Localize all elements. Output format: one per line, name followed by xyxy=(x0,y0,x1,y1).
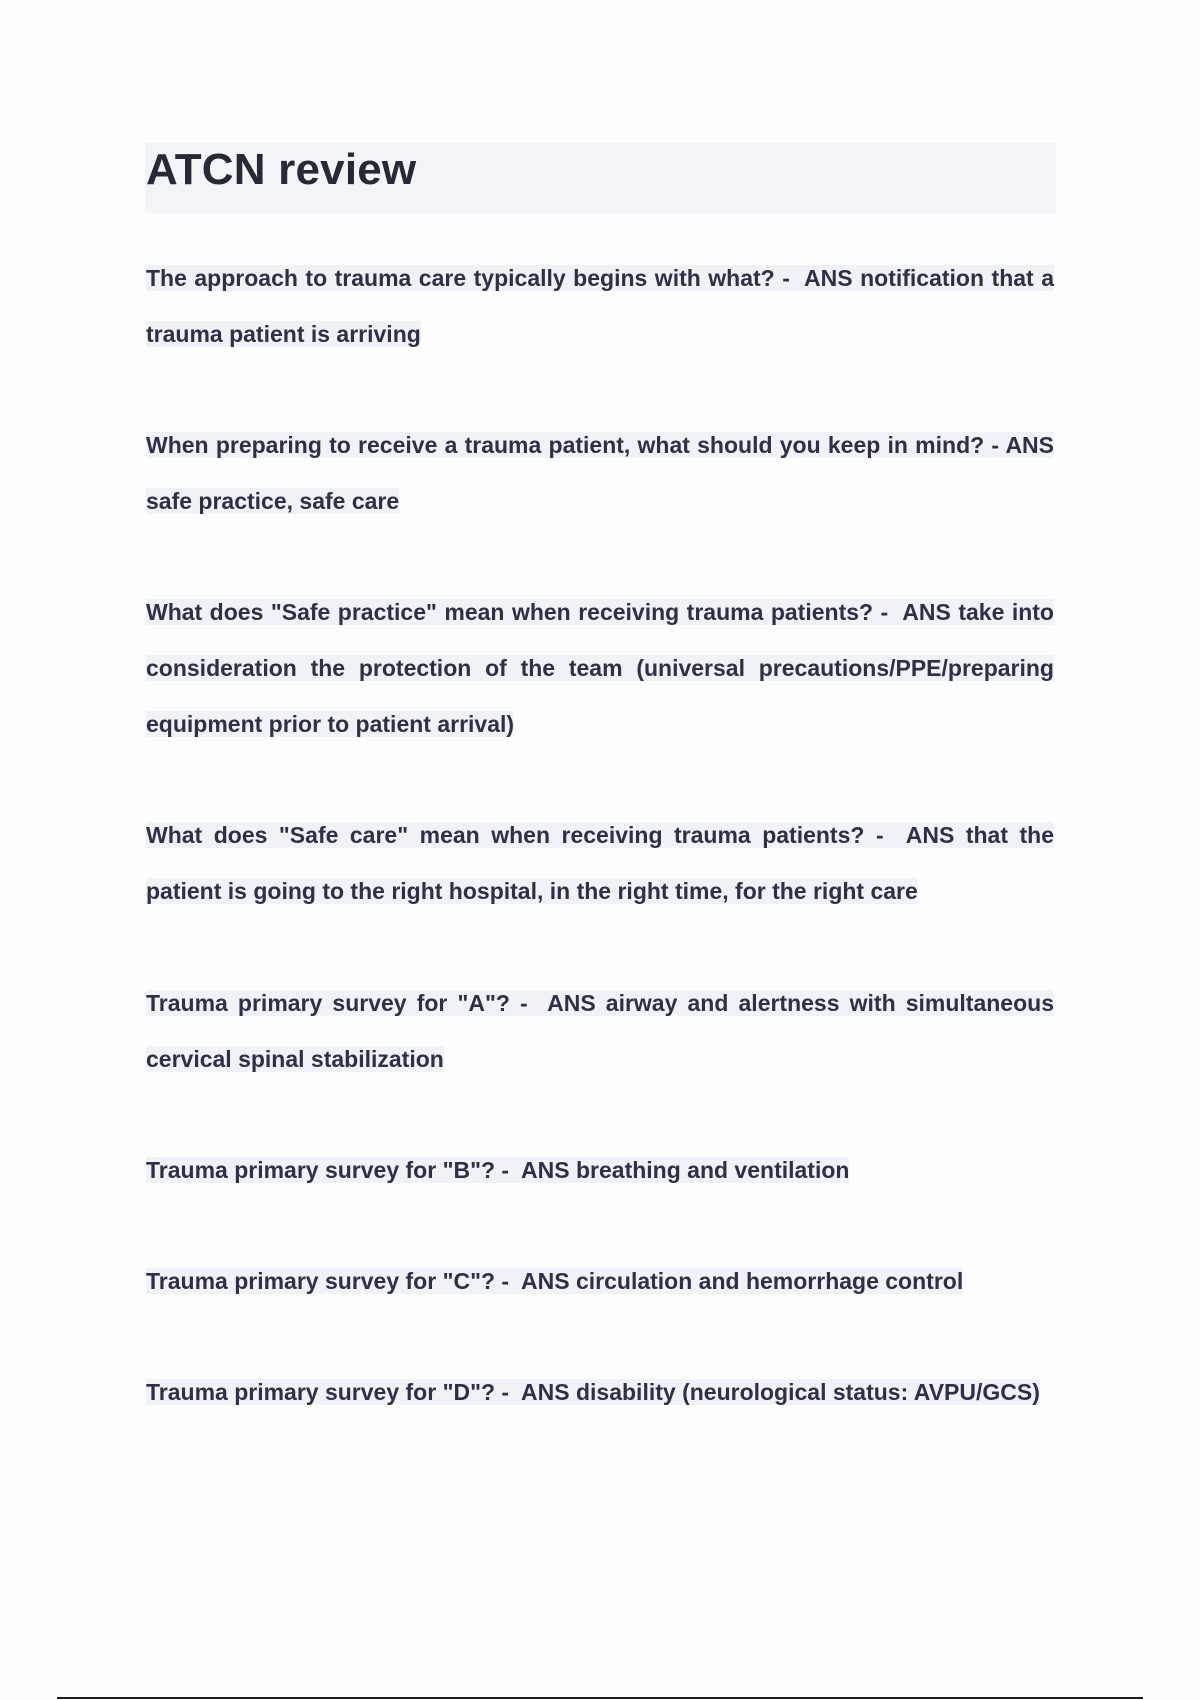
answer-text: ANS airway and alertness with simultaneous cervical spinal stabilization xyxy=(146,990,1054,1072)
qa-item xyxy=(146,1253,1054,1309)
question-text: Trauma primary survey for "C"? - xyxy=(146,1268,510,1294)
qa-item xyxy=(146,584,1054,752)
question-text: The approach to trauma care typically begins with what? - xyxy=(146,265,790,291)
question-text: Trauma primary survey for "B"? - xyxy=(146,1157,510,1183)
answer-text: ANS disability (neurological status: AVPU/GCS) xyxy=(521,1379,1040,1405)
answer-text: ANS that the patient is going to the right hospital, in the right time, for the right care xyxy=(146,822,1055,904)
answer-text: ANS breathing and ventilation xyxy=(521,1157,850,1183)
answer-text: ANS notification that a trauma patient is arriving xyxy=(146,265,1054,347)
qa-item xyxy=(146,417,1054,529)
question-text: What does "Safe practice" mean when receiving trauma patients? - xyxy=(146,599,889,625)
qa-item xyxy=(146,1364,1054,1420)
qa-item xyxy=(146,250,1054,362)
answer-text: ANS circulation and hemorrhage control xyxy=(521,1268,964,1294)
footer-divider xyxy=(57,1697,1143,1699)
document-title: ATCN review xyxy=(146,145,417,194)
question-text: When preparing to receive a trauma patient, what should you keep in mind? - xyxy=(146,432,1000,458)
qa-item xyxy=(146,1142,1054,1198)
question-text: Trauma primary survey for "D"? - xyxy=(146,1379,510,1405)
answer-text: ANS take into consideration the protection of the team (universal precautions/PPE/preparing equipment prior to patient arrival) xyxy=(146,599,1054,737)
qa-item xyxy=(146,975,1054,1087)
question-text: What does "Safe care" mean when receiving trauma patients? - xyxy=(146,822,884,848)
answer-text: ANS safe practice, safe care xyxy=(146,432,1054,514)
question-text: Trauma primary survey for "A"? - xyxy=(146,990,528,1016)
qa-item xyxy=(146,807,1054,919)
